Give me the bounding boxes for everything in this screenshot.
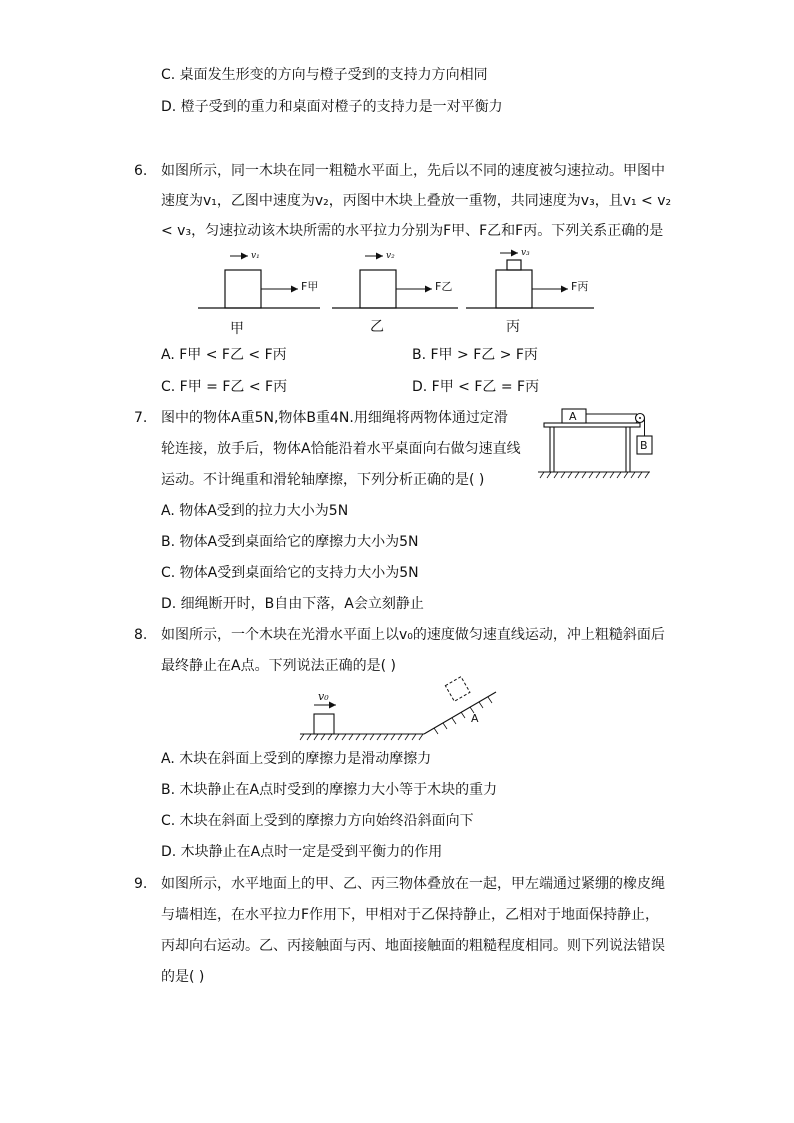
q8-number: 8. <box>134 627 148 643</box>
q8-figure <box>296 686 501 744</box>
fig-jia <box>198 251 320 337</box>
velocity-v1-label: v₁ <box>251 251 260 261</box>
q9-stem-line2: 与墙相连，在水平拉力F作用下，甲相对于乙保持静止，乙相对于地面保持静止， <box>161 907 660 923</box>
q7-option-c: C. 物体A受到桌面给它的支持力大小为5N <box>161 565 419 581</box>
q9-number: 9. <box>134 876 148 892</box>
fig-yi <box>332 251 458 335</box>
force-f-jia-label: F甲 <box>301 280 319 293</box>
q7-option-a: A. 物体A受到的拉力大小为5N <box>161 503 349 519</box>
q7-number: 7. <box>134 410 148 426</box>
caption-yi: 乙 <box>370 319 384 335</box>
block-at-a-dashed <box>445 677 470 702</box>
q5-option-d: D. 橙子受到的重力和桌面对橙子的支持力是一对平衡力 <box>161 99 503 115</box>
q7-stem-line3: 运动。不计绳重和滑轮轴摩擦，下列分析正确的是( ) <box>161 472 485 488</box>
q8-option-d: D. 木块静止在A点时一定是受到平衡力的作用 <box>161 844 443 860</box>
block-a-label: A <box>569 410 577 423</box>
q6-option-c: C. F甲 = F乙 < F丙 <box>161 379 288 395</box>
q7-option-b: B. 物体A受到桌面给它的摩擦力大小为5N <box>161 534 419 550</box>
q7-option-d: D. 细绳断开时，B自由下落，A会立刻静止 <box>161 596 424 612</box>
q6-stem-line2: 速度为v₁，乙图中速度为v₂，丙图中木块上叠放一重物，共同速度为v₃，且v₁ < v₂ <box>161 193 672 209</box>
q6-number: 6. <box>134 163 148 179</box>
q6-option-b: B. F甲 > F乙 > F丙 <box>412 347 538 363</box>
q9-stem-line1: 如图所示，水平地面上的甲、乙、丙三物体叠放在一起，甲左端通过紧绷的橡皮绳 <box>161 876 665 892</box>
q6-stem-line1: 如图所示，同一木块在同一粗糙水平面上，先后以不同的速度被匀速拉动。甲图中 <box>161 163 665 179</box>
q7-stem-line2: 轮连接，放手后，物体A恰能沿着水平桌面向右做匀速直线 <box>161 441 521 457</box>
q9-stem-line4: 的是( ) <box>161 969 205 985</box>
q6-option-a: A. F甲 < F乙 < F丙 <box>161 347 287 363</box>
fig-bing <box>466 248 594 335</box>
block-b-label: B <box>640 439 648 452</box>
force-f-yi-label: F乙 <box>435 280 453 293</box>
velocity-v0-label: v₀ <box>318 690 329 703</box>
velocity-v3-label: v₃ <box>521 248 530 258</box>
caption-jia: 甲 <box>230 321 244 337</box>
q8-option-c: C. 木块在斜面上受到的摩擦力方向始终沿斜面向下 <box>161 813 474 829</box>
q8-option-b: B. 木块静止在A点时受到的摩擦力大小等于木块的重力 <box>161 782 498 798</box>
caption-bing: 丙 <box>506 319 520 335</box>
force-f-bing-label: F丙 <box>571 280 589 293</box>
q6-stem-line3: < v₃，匀速拉动该木块所需的水平拉力分别为F甲、F乙和F丙。下列关系正确的是 <box>161 223 664 239</box>
q8-stem-line1: 如图所示，一个木块在光滑水平面上以v₀的速度做匀速直线运动，冲上粗糙斜面后 <box>161 627 665 643</box>
q7-stem-line1: 图中的物体A重5N,物体B重4N.用细绳将两物体通过定滑 <box>161 410 508 426</box>
q8-option-a: A. 木块在斜面上受到的摩擦力是滑动摩擦力 <box>161 751 432 767</box>
wood-block <box>314 714 334 734</box>
point-a-label: A <box>471 712 479 725</box>
q5-option-c: C. 桌面发生形变的方向与橙子受到的支持力方向相同 <box>161 67 488 83</box>
q6-figure <box>190 246 600 338</box>
velocity-v2-label: v₂ <box>386 251 395 261</box>
q8-stem-line2: 最终静止在A点。下列说法正确的是( ) <box>161 658 396 674</box>
q9-stem-line3: 丙却向右运动。乙、丙接触面与丙、地面接触面的粗糙程度相同。则下列说法错误 <box>161 938 665 954</box>
q6-option-d: D. F甲 < F乙 = F丙 <box>412 379 540 395</box>
q7-figure <box>538 402 663 480</box>
